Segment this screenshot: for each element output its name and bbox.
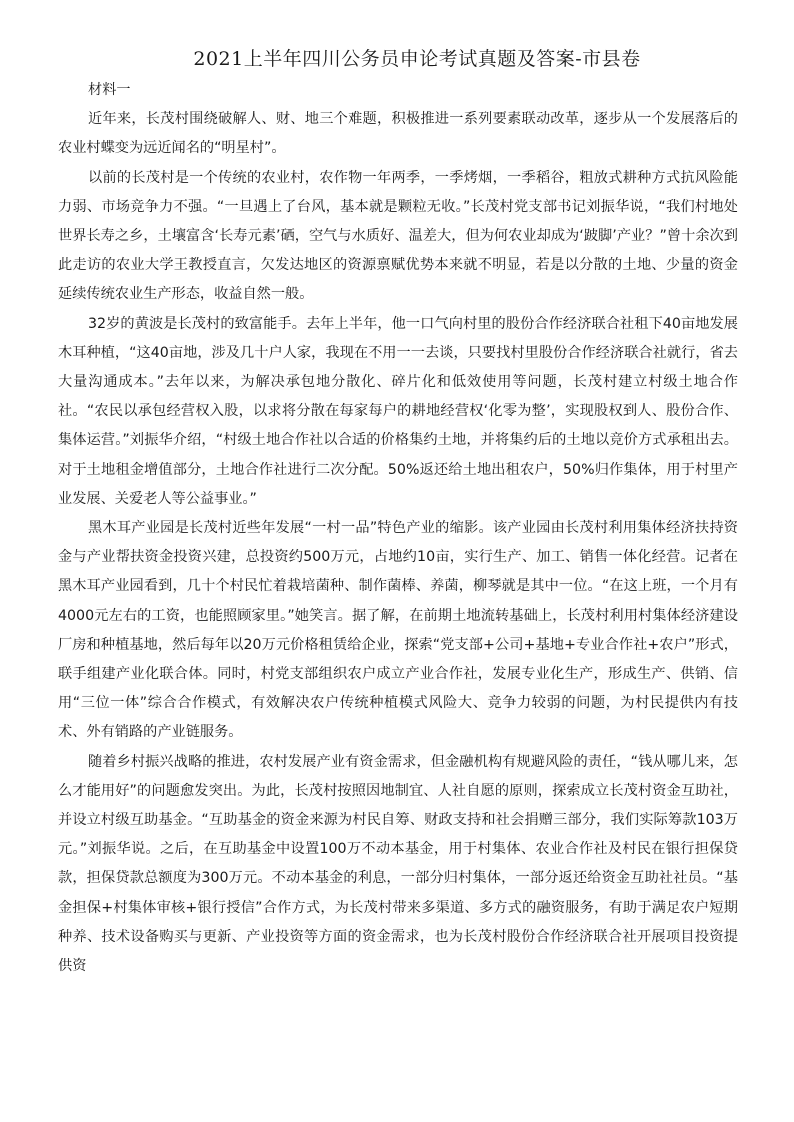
paragraph-1: 近年来，长茂村围绕破解人、财、地三个难题，积极推进一系列要素联动改革，逐步从一个发展落后的农业村蝶变为远近闻名的“明星村”。 xyxy=(58,111,738,157)
section-label: 材料一 xyxy=(88,82,131,98)
paragraph-3: 32岁的黄波是长茂村的致富能手。去年上半年，他一口气向村里的股份合作经济联合社租下40亩地发展木耳种植，“这40亩地，涉及几十户人家，我现在不用一一去谈，只要找村里股份合作经济联合社就行，省去大量沟通成本。”去年以来，为解决承包地分散化、碎片化和低效使用等问题，长茂村建立村级土地合作社。“农民以承包经营权入股，以求将分散在每家每户的耕地经营权‘化零为整’，实现股权到人、股份合作、集体运营。”刘振华介绍，“村级土地合作社以合适的价格集约土地，并将集约后的土地以竞价方式承租出去。对于土地租金增值部分，土地合作社进行二次分配。50%返还给土地出租农户，50%归作集体，用于村里产业发展、关爱老人等公益事业。” xyxy=(58,315,738,507)
paragraph-2: 以前的长茂村是一个传统的农业村，农作物一年两季，一季烤烟，一季稻谷，粗放式耕种方式抗风险能力弱、市场竞争力不强。“一旦遇上了台风，基本就是颗粒无收。”长茂村党支部书记刘振华说，“我们村地处世界长寿之乡，土壤富含‘长寿元素’硒，空气与水质好、温差大，但为何农业却成为‘跛脚’产业？”曾十余次到此走访的农业大学王教授直言，欠发达地区的资源禀赋优势本来就不明显，若是以分散的土地、少量的资金延续传统农业生产形态，收益自然一般。 xyxy=(58,169,738,303)
document-title: 2021上半年四川公务员申论考试真题及答案-市县卷 xyxy=(193,48,641,70)
paragraph-5: 随着乡村振兴战略的推进，农村发展产业有资金需求，但金融机构有规避风险的责任，“钱从哪儿来，怎么才能用好”的问题愈发突出。为此，长茂村按照因地制宜、人社自愿的原则，探索成立长茂村资金互助社，并设立村级互助基金。“互助基金的资金来源为村民自筹、财政支持和社会捐赠三部分，我们实际筹款103万元。”刘振华说。之后，在互助基金中设置100万不动本基金，用于村集体、农业合作社及村民在银行担保贷款，担保贷款总额度为300万元。不动本基金的利息，一部分归村集体，一部分返还给资金互助社社员。“基金担保+村集体审核+银行授信”合作方式，为长茂村带来多渠道、多方式的融资服务，有助于满足农户短期种养、技术设备购买与更新、产业投资等方面的资金需求，也为长茂村股份合作经济联合社开展项目投资提供资 xyxy=(58,753,738,975)
paragraph-4: 黑木耳产业园是长茂村近些年发展“一村一品”特色产业的缩影。该产业园由长茂村利用集体经济扶持资金与产业帮扶资金投资兴建，总投资约500万元，占地约10亩，实行生产、加工、销售一体化经营。记者在黑木耳产业园看到，几十个村民忙着栽培菌种、制作菌棒、养菌，柳琴就是其中一位。“在这上班，一个月有4000元左右的工资，也能照顾家里。”她笑言。据了解，在前期土地流转基础上，长茂村利用村集体经济建设厂房和种植基地，然后每年以20万元价格租赁给企业，探索“党支部+公司+基地+专业合作社+农户”形式，联手组建产业化联合体。同时，村党支部组织农户成立产业合作社，发展专业化生产，形成生产、供销、信用“三位一体”综合合作模式，有效解决农户传统种植模式风险大、竞争力较弱的问题，为村民提供内有技术、外有销路的产业链服务。 xyxy=(58,520,738,741)
document-body xyxy=(58,76,738,981)
